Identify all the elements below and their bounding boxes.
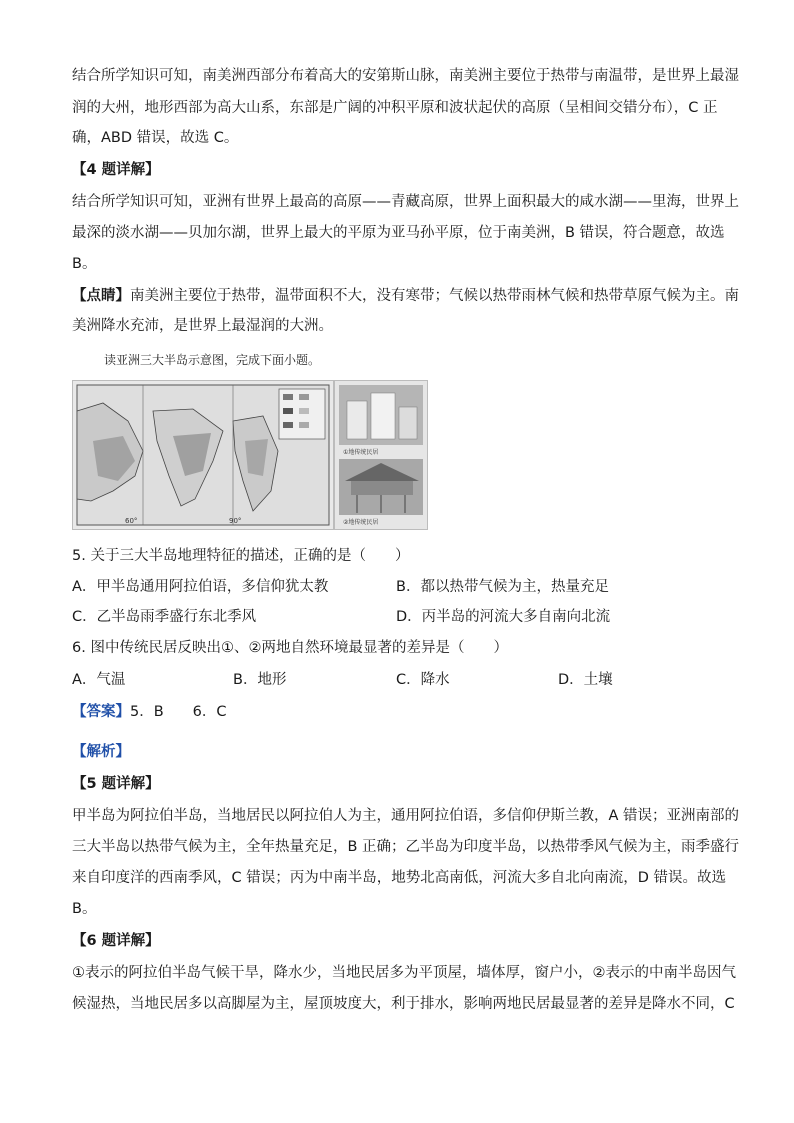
answer-line bbox=[72, 702, 722, 722]
intro-line-2: 润的大州，地形西部为高大山系，东部是广阔的冲积平原和波状起伏的高原（呈相间交错分布），C 正 bbox=[72, 100, 718, 116]
legend-swatch-5 bbox=[283, 422, 293, 428]
q4-line-1: 结合所学知识可知，亚洲有世界上最高的高原——青藏高原，世界上面积最大的咸水湖——里海，世界上 bbox=[72, 194, 739, 210]
legend-swatch-3 bbox=[283, 408, 293, 414]
q5-option-c: C．乙半岛雨季盛行东北季风 bbox=[72, 609, 257, 625]
peninsula-map-figure bbox=[72, 380, 334, 530]
q4-line-2: 最深的淡水湖——贝加尔湖，世界上最大的平原为亚马孙平原，位于南美洲，B 错误，符合题意，故选 bbox=[72, 225, 725, 241]
dianjing-line-1 bbox=[72, 286, 739, 306]
lon-label-90: 90° bbox=[229, 517, 242, 525]
q5-line-1: 甲半岛为阿拉伯半岛，当地居民以阿拉伯人为主，通用阿拉伯语，多信仰伊斯兰教，A 错误；亚洲南部的 bbox=[72, 808, 740, 824]
legend-swatch-6 bbox=[299, 422, 309, 428]
legend-swatch-4 bbox=[299, 408, 309, 414]
q5-line-2: 三大半岛以热带气候为主，全年热量充足，B 正确；乙半岛为印度半岛，以热带季风气候为主，雨季盛行 bbox=[72, 839, 740, 855]
lon-label-60: 60° bbox=[125, 517, 138, 525]
photo-2-caption: ②地传统民居 bbox=[343, 519, 379, 526]
photo-1-building-c bbox=[399, 407, 417, 439]
q5-line-3: 来自印度洋的西南季风，C 错误；丙为中南半岛，地势北高南低，河流大多自北向南流，D 错误。故选 bbox=[72, 870, 727, 886]
photo-2-wall bbox=[351, 481, 413, 495]
q4-heading: 【4 题详解】 bbox=[72, 162, 160, 178]
q6-option-b: B．地形 bbox=[233, 672, 287, 688]
intro-line-1: 结合所学知识可知，南美洲西部分布着高大的安第斯山脉，南美洲主要位于热带与南温带，是世界上最湿 bbox=[72, 68, 739, 84]
photo-1-building-a bbox=[347, 401, 367, 439]
intro-line-3: 确，ABD 错误，故选 C。 bbox=[72, 130, 239, 146]
q6-option-c: C．降水 bbox=[396, 672, 450, 688]
photo-1-building-b bbox=[371, 393, 395, 439]
peninsula-map-svg bbox=[73, 381, 333, 529]
q4-line-3: B。 bbox=[72, 256, 97, 272]
photo-1-caption: ①地传统民居 bbox=[343, 449, 379, 456]
answer-label: 【答案】 bbox=[72, 704, 130, 720]
q5-option-d: D．丙半岛的河流大多自南向北流 bbox=[396, 609, 611, 625]
q5-line-4: B。 bbox=[72, 901, 97, 917]
q6-stem: 6. 图中传统民居反映出①、②两地自然环境最显著的差异是（ ） bbox=[72, 640, 508, 656]
figure-instruction: 读亚洲三大半岛示意图，完成下面小题。 bbox=[104, 353, 321, 367]
q6-line-2: 候湿热，当地民居多以高脚屋为主，屋顶坡度大，利于排水，影响两地民居最显著的差异是降水不同，C bbox=[72, 996, 735, 1012]
q5-option-b: B．都以热带气候为主，热量充足 bbox=[396, 579, 609, 595]
dianjing-label: 【点睛】 bbox=[72, 288, 130, 304]
q5-option-a: A．甲半岛通用阿拉伯语，多信仰犹太教 bbox=[72, 579, 329, 595]
q5-heading: 【5 题详解】 bbox=[72, 776, 160, 792]
legend-swatch-2 bbox=[299, 394, 309, 400]
dwelling-photos-figure bbox=[334, 380, 428, 530]
q6-option-a: A．气温 bbox=[72, 672, 126, 688]
dianjing-text-1: 南美洲主要位于热带，温带面积不大，没有寒带；气候以热带雨林气候和热带草原气候为主。南 bbox=[130, 288, 739, 304]
q6-line-1: ①表示的阿拉伯半岛气候干旱，降水少，当地民居多为平顶屋，墙体厚，窗户小，②表示的中南半岛因气 bbox=[72, 965, 736, 981]
dianjing-line-2: 美洲降水充沛，是世界上最湿润的大洲。 bbox=[72, 318, 333, 334]
q6-option-d: D．土壤 bbox=[558, 672, 613, 688]
q5-stem: 5. 关于三大半岛地理特征的描述，正确的是（ ） bbox=[72, 548, 410, 564]
q6-heading: 【6 题详解】 bbox=[72, 933, 160, 949]
answer-text: 5．B 6．C bbox=[130, 704, 227, 720]
legend-swatch-1 bbox=[283, 394, 293, 400]
analysis-label: 【解析】 bbox=[72, 744, 130, 760]
